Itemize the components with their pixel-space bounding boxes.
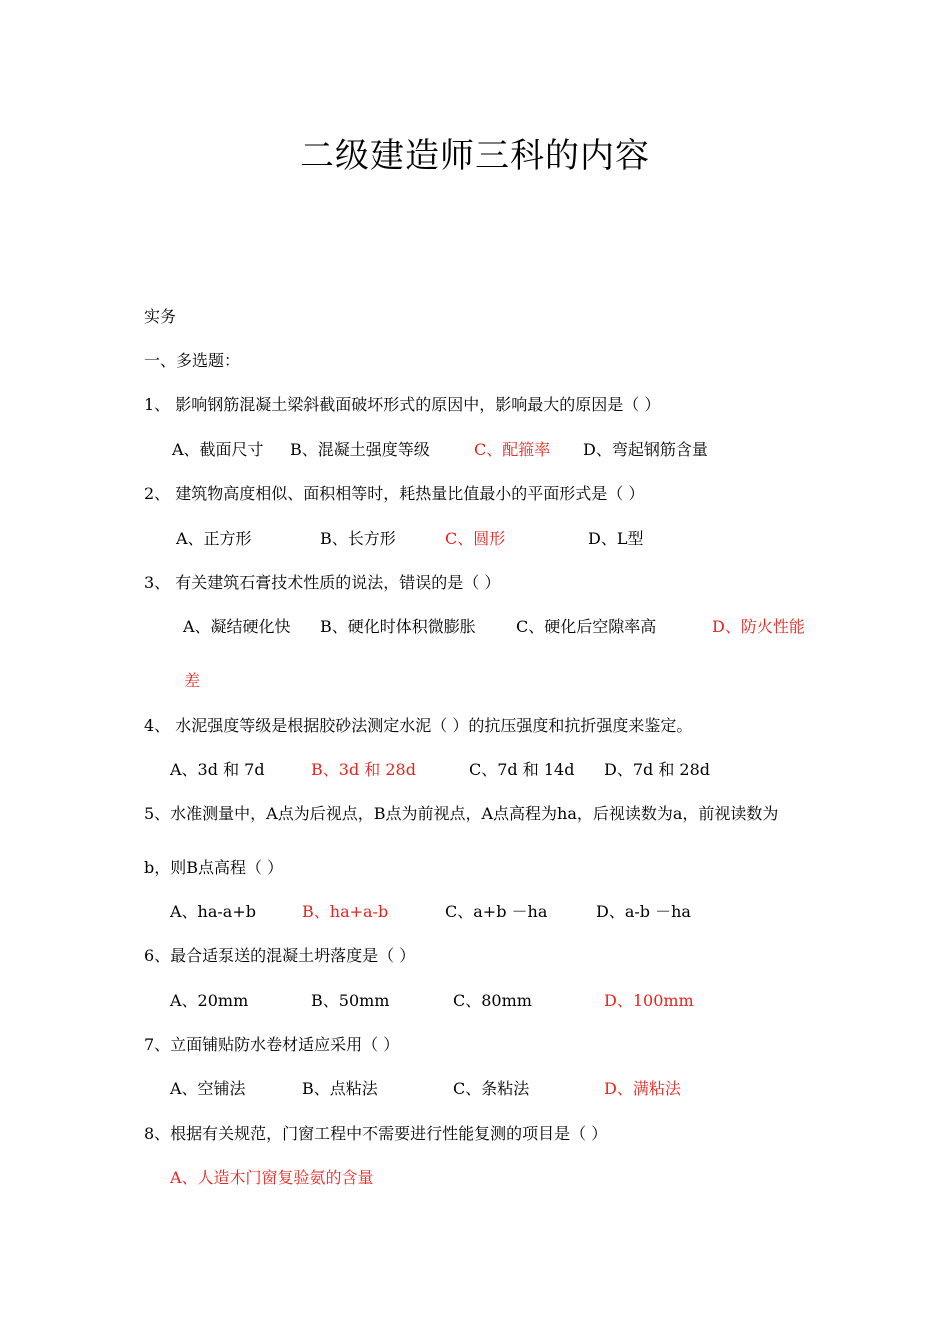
option-answer: D、防火性能 <box>712 617 805 636</box>
option-answer: C、配箍率 <box>474 440 551 459</box>
option: D、弯起钢筋含量 <box>583 440 708 459</box>
option: A、空铺法 <box>170 1079 246 1098</box>
option: C、7d 和 14d <box>469 760 575 779</box>
option-answer: B、ha+a-b <box>302 902 389 921</box>
page-title: 二级建造师三科的内容 <box>300 136 650 176</box>
option: C、条粘法 <box>453 1079 530 1098</box>
option: A、截面尺寸 <box>172 440 264 459</box>
option: A、凝结硬化快 <box>183 617 291 636</box>
option: B、点粘法 <box>302 1079 378 1098</box>
option: A、ha-a+b <box>170 902 256 921</box>
option: D、7d 和 28d <box>604 760 711 779</box>
option: C、硬化后空隙率高 <box>516 617 657 636</box>
option: B、50mm <box>311 991 390 1010</box>
part-heading: 一、多选题： <box>144 351 241 370</box>
option: A、20mm <box>170 991 249 1010</box>
option: D、a-b －ha <box>596 902 691 921</box>
option: B、硬化时体积微膨胀 <box>320 617 476 636</box>
option-answer: D、满粘法 <box>604 1079 681 1098</box>
question-stem: 3、 有关建筑石膏技术性质的说法，错误的是（ ） <box>144 573 501 592</box>
option-answer: A、人造木门窗复验氨的含量 <box>170 1168 374 1187</box>
question-stem: 2、 建筑物高度相似、面积相等时，耗热量比值最小的平面形式是（ ） <box>144 484 645 503</box>
question-stem: 5、水准测量中，A点为后视点，B点为前视点，A点高程为ha，后视读数为a，前视读数为 <box>144 804 779 823</box>
option: B、混凝土强度等级 <box>290 440 430 459</box>
option-answer: B、3d 和 28d <box>311 760 416 779</box>
question-stem: 8、根据有关规范，门窗工程中不需要进行性能复测的项目是（ ） <box>144 1124 608 1143</box>
question-stem: 7、立面铺贴防水卷材适应采用（ ） <box>144 1035 400 1054</box>
question-stem-continuation: b，则B点高程（ ） <box>144 858 284 877</box>
option: C、a+b －ha <box>445 902 548 921</box>
option: A、3d 和 7d <box>170 760 265 779</box>
option: D、L型 <box>588 529 644 548</box>
option: C、80mm <box>453 991 532 1010</box>
question-stem: 4、 水泥强度等级是根据胶砂法测定水泥（ ）的抗压强度和抗折强度来鉴定。 <box>144 716 693 735</box>
option-answer-continuation: 差 <box>184 671 201 690</box>
question-stem: 1、 影响钢筋混凝土梁斜截面破坏形式的原因中，影响最大的原因是（ ） <box>144 395 661 414</box>
option: B、长方形 <box>320 529 396 548</box>
option-answer: D、100mm <box>604 991 694 1010</box>
question-stem: 6、最合适泵送的混凝土坍落度是（ ） <box>144 946 416 965</box>
option: A、正方形 <box>176 529 252 548</box>
section-heading: 实务 <box>144 307 177 326</box>
option-answer: C、圆形 <box>445 529 506 548</box>
